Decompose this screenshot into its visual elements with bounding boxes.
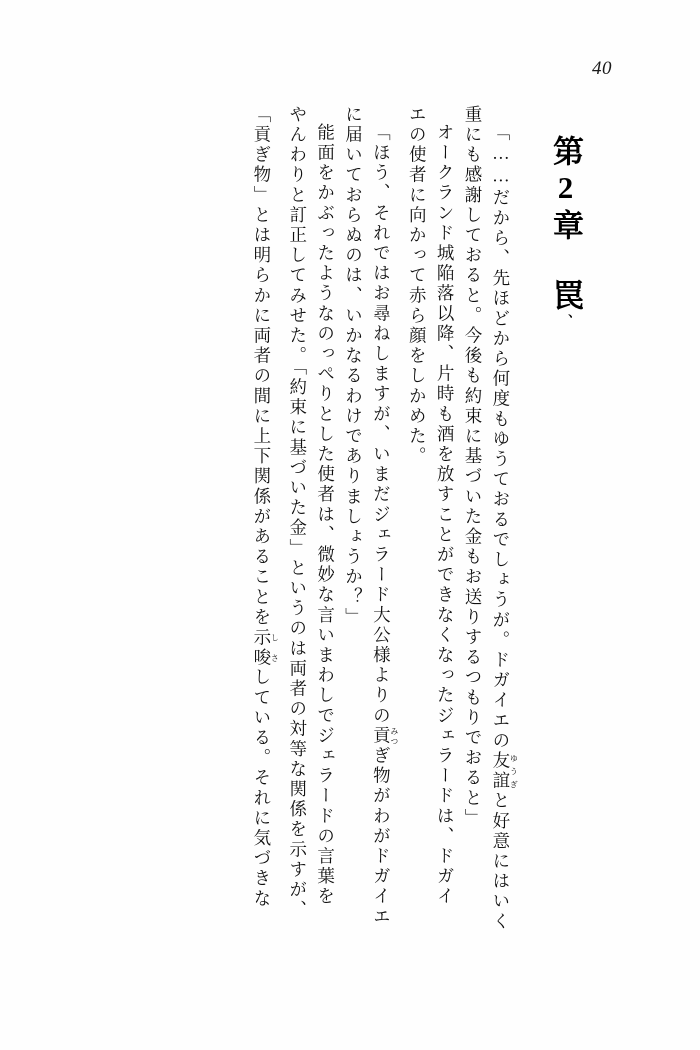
text-column: 「貢ぎ物」とは明らかに両者の間に上下関係があることを示唆しさしている。それに気づきな — [251, 105, 280, 910]
text-column: オークランド城陥落以降、片時も酒を放すことができなくなったジェラードは、ドガイ — [435, 123, 456, 907]
vertical-text-body — [62, 105, 618, 985]
text-column: 能面をかぶったようなのっぺりとした使者は、微妙な言いまわしでジェラードの言葉を — [315, 123, 336, 907]
chapter-heading-mark: 、 — [558, 314, 573, 327]
chapter-heading — [548, 105, 582, 375]
page-number: 40 — [592, 58, 612, 79]
text-column: エの使者に向かって赤ら顔をしかめた。 — [407, 105, 428, 467]
text-column: 「……だから、先ほどから何度もゆうておるでしょうが。ドガイエの友誼ゆうぎと好意にはいく — [490, 123, 519, 933]
chapter-heading-text: 第2章 罠 — [548, 135, 583, 314]
text-column: 「ほう、それではお尋ねしますが、いまだジェラード大公様よりの貢みつぎ物がわがドガイエ — [371, 123, 399, 928]
text-column: 重にも感謝しておると。今後も約束に基づいた金もお送りするつもりでおると」 — [463, 105, 484, 829]
text-column: に届いておらぬのは、いかなるわけでありましょうか？」 — [343, 105, 364, 628]
text-column: やんわりと訂正してみせた。「約束に基づいた金」というのは両者の対等な関係を示すが、 — [287, 105, 308, 921]
